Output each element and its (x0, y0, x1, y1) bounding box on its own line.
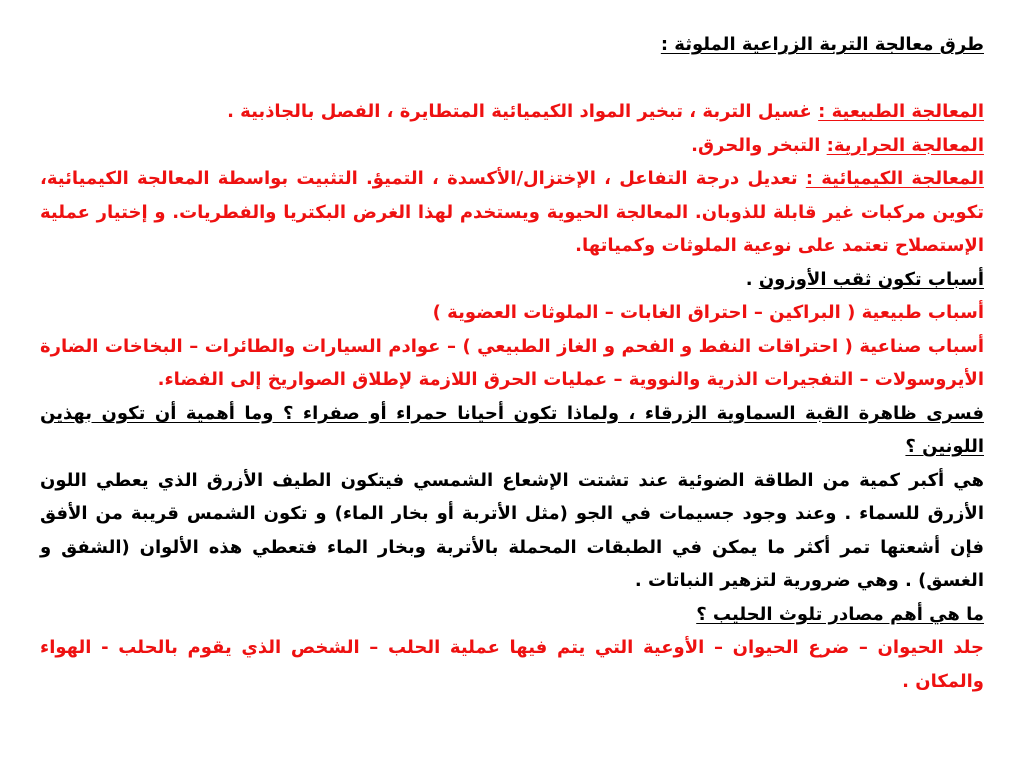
paragraph-chemical-treatment (40, 162, 984, 263)
heading-soil-treatment-text: طرق معالجة التربة الزراعية الملوثة : (660, 34, 984, 55)
paragraph-natural-treatment (40, 95, 984, 129)
question-milk-pollution-text: ما هي أهم مصادر تلوث الحليب ؟ (696, 603, 984, 625)
ozone-hole-label: أسباب تكون ثقب الأوزون (758, 268, 984, 290)
question-sky-dome (40, 397, 984, 464)
natural-treatment-text: غسيل التربة ، تبخير المواد الكيميائية المتطايرة ، الفصل بالجاذبية . (227, 101, 819, 122)
heading-ozone-hole (40, 263, 984, 297)
paragraph-ozone-industrial-causes: أسباب صناعية ( احتراقات النفط و الفحم و الغاز الطبيعي ) – عوادم السيارات والطائرات – البخاخات الضارة الأيروسولات – التفجيرات الذرية والنووية – عمليات الحرق اللازمة لإطلاق الصواريخ إلى الفضاء. (40, 335, 984, 390)
answer-sky-dome: هي أكبر كمية من الطاقة الضوئية عند تشتت الإشعاع الشمسي فيتكون الطيف الأزرق الذي يعطي اللون الأزرق للسماء . وعند وجود جسيمات في الجو (مثل الأتربة أو بخار الماء) و تكون الشمس قريبة من الأفق فإن أشعتها تمر أكثر ما يمكن في الطبقات المحملة بالأتربة وبخار الماء فتعطي هذه الألوان (الشفق و الغسق) . وهي ضرورية لتزهير النباتات . (40, 469, 984, 591)
blank-line (40, 62, 984, 96)
thermal-treatment-text: التبخر والحرق. (691, 134, 827, 156)
natural-treatment-label: المعالجة الطبيعية : (818, 101, 984, 122)
thermal-treatment-label: المعالجة الحرارية: (826, 134, 984, 156)
ozone-hole-suffix: . (745, 268, 759, 290)
chemical-treatment-text: تعديل درجة التفاعل ، الإختزال/الأكسدة ، التميؤ. التثبيت بواسطة المعالجة الكيميائية، تكوين مركبات غير قابلة للذوبان. المعالجة الحيوية ويستخدم لهذا الغرض البكتريا والفطريات. و إختيار عملية الإستصلاح تعتمد على نوعية الملوثات وكمياتها. (40, 168, 984, 256)
document-body (40, 28, 984, 698)
question-milk-pollution (40, 598, 984, 632)
heading-soil-treatment (40, 28, 984, 62)
answer-milk-pollution: جلد الحيوان – ضرع الحيوان – الأوعية التي يتم فيها عملية الحلب – الشخص الذي يقوم بالحلب - الهواء والمكان . (40, 637, 984, 692)
question-sky-dome-text: فسرى ظاهرة القبة السماوية الزرقاء ، ولماذا تكون أحيانا حمراء أو صفراء ؟ وما أهمية أن تكون بهذين اللونين ؟ (40, 402, 984, 457)
paragraph-ozone-natural-causes: أسباب طبيعية ( البراكين – احتراق الغابات – الملوثات العضوية ) (432, 302, 984, 323)
paragraph-thermal-treatment (40, 129, 984, 163)
chemical-treatment-label: المعالجة الكيميائية : (805, 168, 984, 189)
